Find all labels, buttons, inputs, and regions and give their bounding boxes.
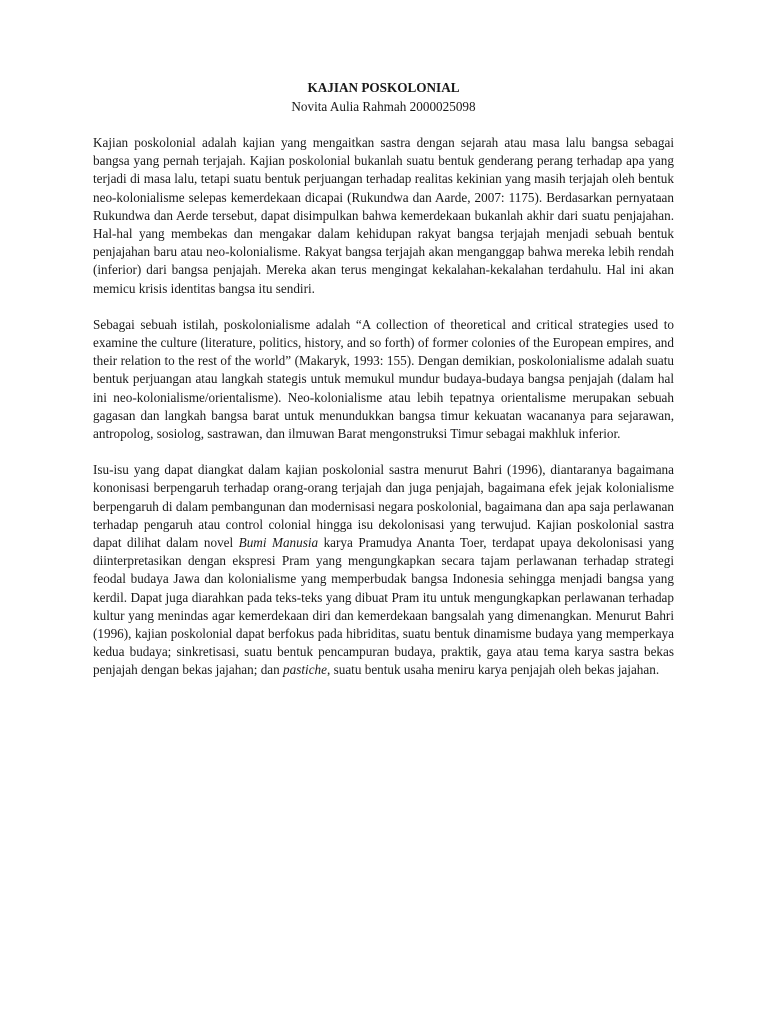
paragraph-3-text-1: Isu-isu yang dapat diangkat dalam kajian poskolonial sastra menurut Bahri (1996), diantaranya bagaimana kononisasi berpengaruh terhadap orang-orang terjajah dan juga penjajah, bagaimana efek jejak kolonialisme berpengaruh di dalam pembangunan dan modernisasi negara poskolonial, bagaimana dan apa saja perlawanan terhadap pengaruh atau control colonial hingga isu dekolonisasi yang terwujud. Kajian poskolonial sastra dapat dilihat dalam novel (93, 462, 674, 551)
paragraph-3 (93, 461, 674, 679)
paragraph-1: Kajian poskolonial adalah kajian yang mengaitkan sastra dengan sejarah atau masa lalu bangsa sebagai bangsa yang pernah terjajah. Kajian poskolonial bukanlah suatu bentuk genderang perang terhadap apa yang terjadi di masa lalu, tetapi suatu bentuk perjuangan terhadap realitas kekinian yang masih terjajah oleh bentuk neo-kolonialisme selepas kemerdekaan dicapai (Rukundwa dan Aarde, 2007: 1175). Berdasarkan pernyataan Rukundwa dan Aerde tersebut, dapat disimpulkan bahwa kemerdekaan bukanlah akhir dari suatu penjajahan. Hal-hal yang membekas dan mengakar dalam kehidupan rakyat bangsa terjajah menjadi sebuah bentuk penjajahan baru atau neo-kolonialisme. Rakyat bangsa terjajah akan menganggap bahwa mereka lebih rendah (inferior) dari bangsa penjajah. Mereka akan terus mengingat kekalahan-kekalahan terdahulu. Hal ini akan memicu krisis identitas bangsa itu sendiri. (93, 135, 674, 296)
novel-title-bumi-manusia: Bumi Manusia (238, 535, 319, 551)
author-line: Novita Aulia Rahmah 2000025098 (291, 99, 476, 114)
paragraph-3-text-3: , suatu bentuk usaha meniru karya penjajah oleh bekas jajahan. (327, 662, 660, 678)
paragraph-2: Sebagai sebuah istilah, poskolonialisme adalah “A collection of theoretical and critical strategies used to examine the culture (literature, politics, history, and so forth) of former colonies of the European empires, and their relation to the rest of the world” (Makaryk, 1993: 155). Dengan demikian, poskolonialisme adalah suatu bentuk perjuangan atau langkah stategis untuk memukul mundur budaya-budaya bangsa penjajah (dalam hal ini neo-kolonialisme/orientalisme). Neo-kolonialisme atau lebih tepatnya orientalisme merupakan sebuah gagasan dan langkah bangsa barat untuk menundukkan bangsa timur kekuatan wacananya para sejarawan, antropolog, sosiolog, sastrawan, dan ilmuwan Barat mengonstruksi Timur sebagai makhluk inferior. (93, 316, 674, 442)
term-pastiche: pastiche (283, 662, 327, 678)
document-title: KAJIAN POSKOLONIAL (307, 80, 460, 95)
paragraph-3-text-2: karya Pramudya Ananta Toer, terdapat upaya dekolonisasi yang diinterpretasikan dengan ekspresi Pram yang mengungkapkan secara tajam perlawanan terhadap strategi feodal budaya Jawa dan kolonialisme yang memperbudak bangsa Indonesia sehingga menjadi bangsa yang kerdil. Dapat juga diarahkan pada teks-teks yang dibuat Pram itu untuk mengungkapkan perlawanan terhadap kultur yang menindas agar kemerdekaan diri dan kemerdekaan bangsalah yang dimenangkan. Menurut Bahri (1996), kajian poskolonial dapat berfokus pada hibriditas, suatu bentuk dinamisme budaya yang memperkaya kedua budaya; sinkretisasi, suatu bentuk pencampuran budaya, praktik, gaya atau tema karya sastra bekas penjajah dengan bekas jajahan; dan (93, 535, 674, 678)
document-page (93, 78, 674, 698)
